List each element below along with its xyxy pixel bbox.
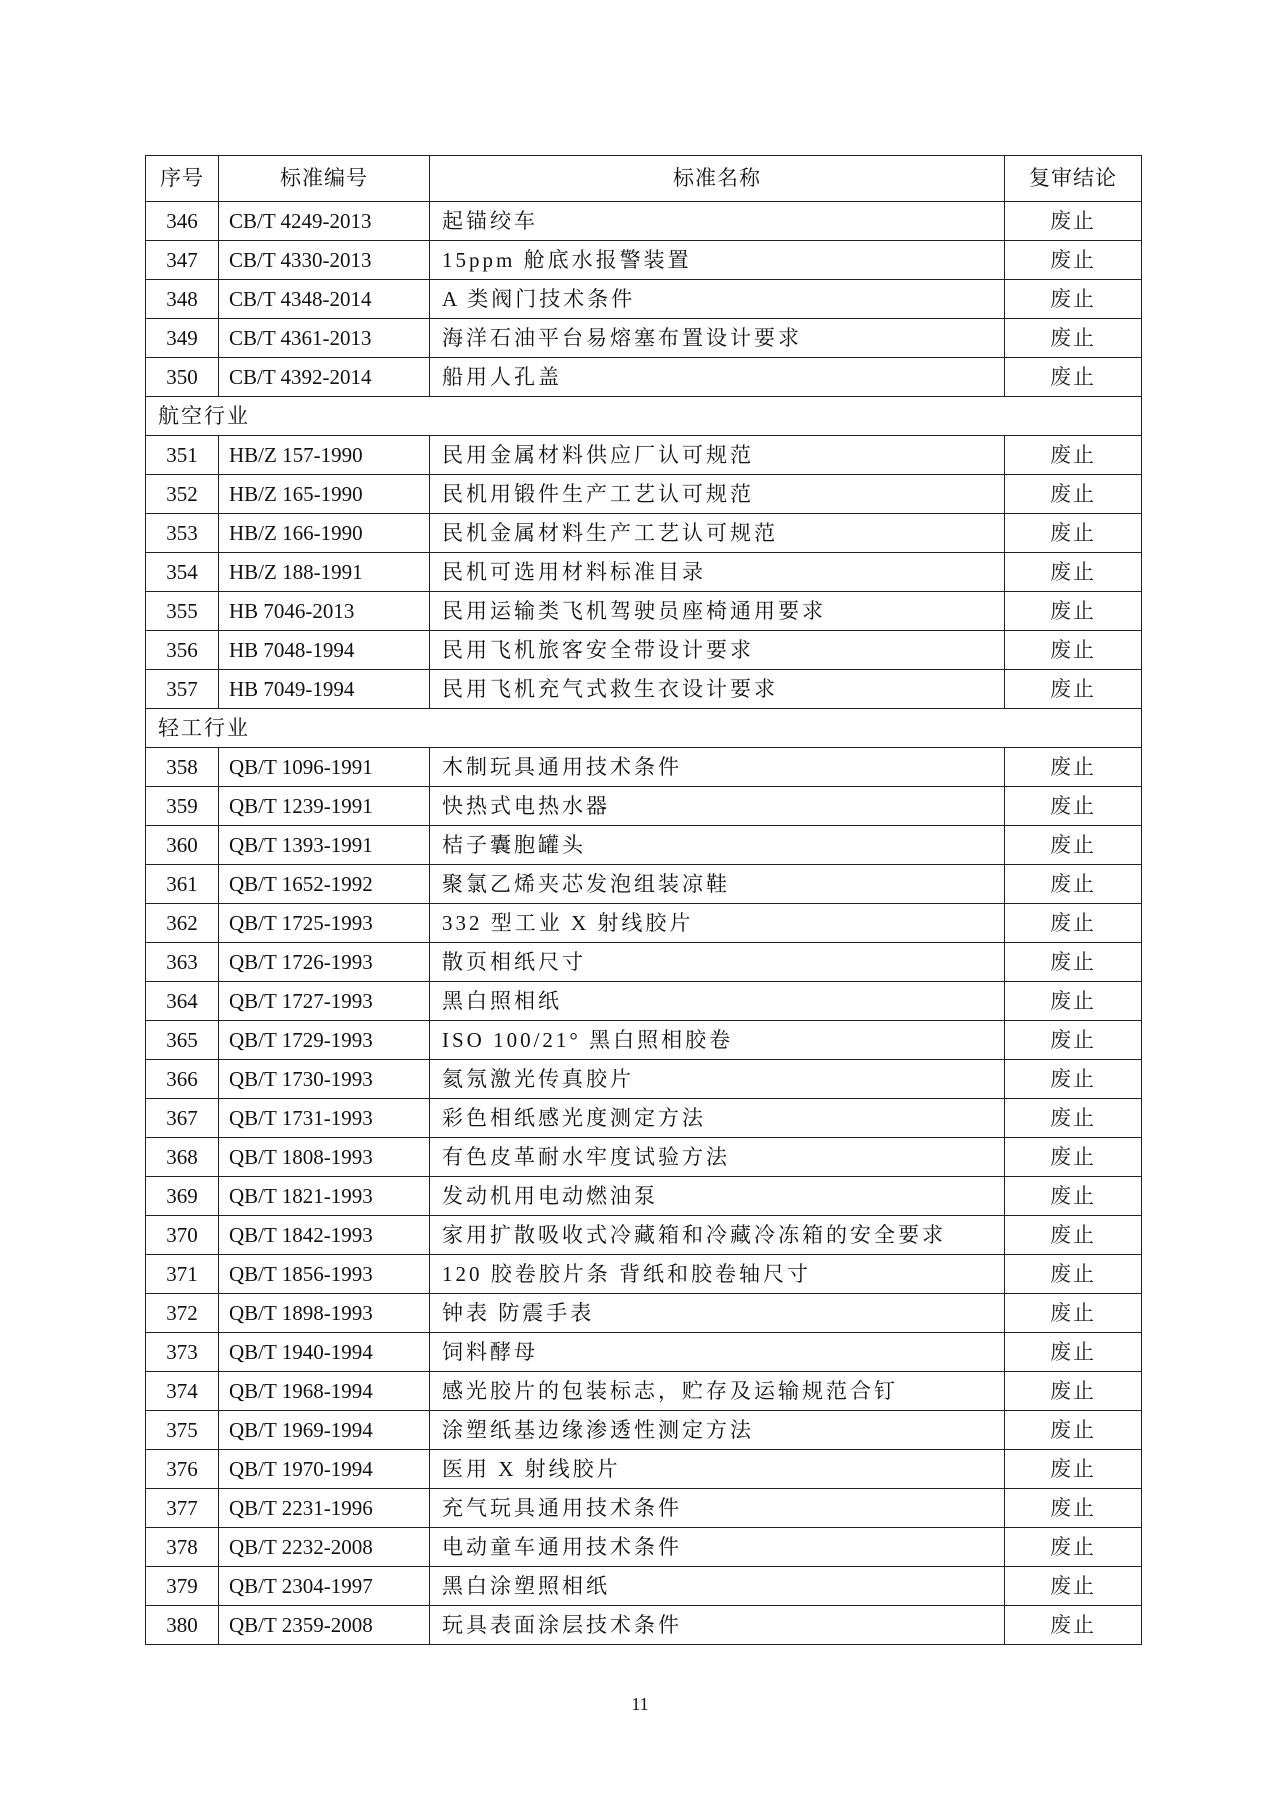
table-row — [146, 1177, 1142, 1216]
standard-code-cell: QB/T 2231-1996 — [219, 1489, 430, 1528]
serial-number-cell: 378 — [146, 1528, 219, 1567]
review-conclusion-cell: 废止 — [1005, 592, 1142, 631]
standard-name-cell: 聚氯乙烯夹芯发泡组装凉鞋 — [430, 865, 1005, 904]
standard-name-cell: 民用飞机旅客安全带设计要求 — [430, 631, 1005, 670]
standard-name-cell: A 类阀门技术条件 — [430, 280, 1005, 319]
review-conclusion-cell: 废止 — [1005, 202, 1142, 241]
review-conclusion-cell: 废止 — [1005, 787, 1142, 826]
standard-code-cell: QB/T 1096-1991 — [219, 748, 430, 787]
review-conclusion-cell: 废止 — [1005, 358, 1142, 397]
standard-code-cell: QB/T 1725-1993 — [219, 904, 430, 943]
header-row — [146, 156, 1142, 202]
table-row — [146, 475, 1142, 514]
standard-name-cell: 家用扩散吸收式冷藏箱和冷藏冷冻箱的安全要求 — [430, 1216, 1005, 1255]
table-row — [146, 1294, 1142, 1333]
review-conclusion-cell: 废止 — [1005, 1216, 1142, 1255]
standard-code-cell: QB/T 1727-1993 — [219, 982, 430, 1021]
serial-number-cell: 358 — [146, 748, 219, 787]
table-row — [146, 202, 1142, 241]
review-conclusion-cell: 废止 — [1005, 1567, 1142, 1606]
standard-code-cell: QB/T 1940-1994 — [219, 1333, 430, 1372]
standard-code-cell: QB/T 1842-1993 — [219, 1216, 430, 1255]
serial-number-cell: 361 — [146, 865, 219, 904]
serial-number-cell: 377 — [146, 1489, 219, 1528]
header-review-conclusion: 复审结论 — [1005, 156, 1142, 202]
table-row — [146, 1099, 1142, 1138]
standard-name-cell: 船用人孔盖 — [430, 358, 1005, 397]
table-row — [146, 514, 1142, 553]
review-conclusion-cell: 废止 — [1005, 865, 1142, 904]
standard-code-cell: HB 7046-2013 — [219, 592, 430, 631]
serial-number-cell: 376 — [146, 1450, 219, 1489]
header-standard-code: 标准编号 — [219, 156, 430, 202]
serial-number-cell: 369 — [146, 1177, 219, 1216]
serial-number-cell: 359 — [146, 787, 219, 826]
serial-number-cell: 375 — [146, 1411, 219, 1450]
standard-name-cell: 民用金属材料供应厂认可规范 — [430, 436, 1005, 475]
table-row — [146, 358, 1142, 397]
serial-number-cell: 356 — [146, 631, 219, 670]
serial-number-cell: 372 — [146, 1294, 219, 1333]
review-conclusion-cell: 废止 — [1005, 943, 1142, 982]
section-heading: 轻工行业 — [146, 709, 1142, 748]
table-row — [146, 553, 1142, 592]
table-row — [146, 1060, 1142, 1099]
table-row — [146, 592, 1142, 631]
review-conclusion-cell: 废止 — [1005, 1294, 1142, 1333]
table-row — [146, 1450, 1142, 1489]
standard-code-cell: QB/T 1731-1993 — [219, 1099, 430, 1138]
serial-number-cell: 367 — [146, 1099, 219, 1138]
standard-name-cell: ISO 100/21° 黑白照相胶卷 — [430, 1021, 1005, 1060]
standard-code-cell: QB/T 1730-1993 — [219, 1060, 430, 1099]
table-row — [146, 982, 1142, 1021]
serial-number-cell: 380 — [146, 1606, 219, 1645]
serial-number-cell: 347 — [146, 241, 219, 280]
standard-name-cell: 饲料酵母 — [430, 1333, 1005, 1372]
table-row — [146, 904, 1142, 943]
standard-name-cell: 民用飞机充气式救生衣设计要求 — [430, 670, 1005, 709]
serial-number-cell: 374 — [146, 1372, 219, 1411]
standard-code-cell: HB/Z 165-1990 — [219, 475, 430, 514]
review-conclusion-cell: 废止 — [1005, 475, 1142, 514]
standard-name-cell: 涂塑纸基边缘渗透性测定方法 — [430, 1411, 1005, 1450]
table-row — [146, 1333, 1142, 1372]
review-conclusion-cell: 废止 — [1005, 241, 1142, 280]
standard-code-cell: HB 7048-1994 — [219, 631, 430, 670]
review-conclusion-cell: 废止 — [1005, 1021, 1142, 1060]
standard-code-cell: QB/T 1856-1993 — [219, 1255, 430, 1294]
serial-number-cell: 355 — [146, 592, 219, 631]
standard-name-cell: 起锚绞车 — [430, 202, 1005, 241]
review-conclusion-cell: 废止 — [1005, 1099, 1142, 1138]
review-conclusion-cell: 废止 — [1005, 280, 1142, 319]
standard-code-cell: QB/T 1970-1994 — [219, 1450, 430, 1489]
table-row — [146, 280, 1142, 319]
review-conclusion-cell: 废止 — [1005, 1411, 1142, 1450]
table-row — [146, 436, 1142, 475]
standard-name-cell: 氦氖激光传真胶片 — [430, 1060, 1005, 1099]
serial-number-cell: 373 — [146, 1333, 219, 1372]
standard-name-cell: 电动童车通用技术条件 — [430, 1528, 1005, 1567]
review-conclusion-cell: 废止 — [1005, 319, 1142, 358]
standard-code-cell: CB/T 4392-2014 — [219, 358, 430, 397]
standard-code-cell: QB/T 2232-2008 — [219, 1528, 430, 1567]
table-row — [146, 1255, 1142, 1294]
serial-number-cell: 348 — [146, 280, 219, 319]
standard-name-cell: 民机可选用材料标准目录 — [430, 553, 1005, 592]
standard-name-cell: 民机金属材料生产工艺认可规范 — [430, 514, 1005, 553]
standard-code-cell: HB/Z 188-1991 — [219, 553, 430, 592]
table-row — [146, 1606, 1142, 1645]
table-header — [146, 156, 1142, 202]
serial-number-cell: 379 — [146, 1567, 219, 1606]
serial-number-cell: 354 — [146, 553, 219, 592]
standard-name-cell: 散页相纸尺寸 — [430, 943, 1005, 982]
section-row — [146, 397, 1142, 436]
table-row — [146, 241, 1142, 280]
standard-name-cell: 充气玩具通用技术条件 — [430, 1489, 1005, 1528]
review-conclusion-cell: 废止 — [1005, 1333, 1142, 1372]
serial-number-cell: 371 — [146, 1255, 219, 1294]
review-conclusion-cell: 废止 — [1005, 904, 1142, 943]
standard-name-cell: 快热式电热水器 — [430, 787, 1005, 826]
review-conclusion-cell: 废止 — [1005, 1528, 1142, 1567]
standard-name-cell: 黑白涂塑照相纸 — [430, 1567, 1005, 1606]
standard-code-cell: CB/T 4249-2013 — [219, 202, 430, 241]
table-row — [146, 631, 1142, 670]
review-conclusion-cell: 废止 — [1005, 1060, 1142, 1099]
standard-name-cell: 发动机用电动燃油泵 — [430, 1177, 1005, 1216]
serial-number-cell: 353 — [146, 514, 219, 553]
table-row — [146, 1138, 1142, 1177]
serial-number-cell: 368 — [146, 1138, 219, 1177]
review-conclusion-cell: 废止 — [1005, 1489, 1142, 1528]
serial-number-cell: 346 — [146, 202, 219, 241]
standard-code-cell: QB/T 1969-1994 — [219, 1411, 430, 1450]
standard-code-cell: CB/T 4348-2014 — [219, 280, 430, 319]
standard-code-cell: HB 7049-1994 — [219, 670, 430, 709]
standard-code-cell: QB/T 1898-1993 — [219, 1294, 430, 1333]
header-serial-number: 序号 — [146, 156, 219, 202]
review-conclusion-cell: 废止 — [1005, 1606, 1142, 1645]
standard-name-cell: 332 型工业 X 射线胶片 — [430, 904, 1005, 943]
table-row — [146, 319, 1142, 358]
standard-code-cell: QB/T 1239-1991 — [219, 787, 430, 826]
table-row — [146, 748, 1142, 787]
standard-code-cell: QB/T 1652-1992 — [219, 865, 430, 904]
review-conclusion-cell: 废止 — [1005, 748, 1142, 787]
serial-number-cell: 360 — [146, 826, 219, 865]
standard-code-cell: QB/T 2304-1997 — [219, 1567, 430, 1606]
standard-code-cell: CB/T 4330-2013 — [219, 241, 430, 280]
serial-number-cell: 352 — [146, 475, 219, 514]
review-conclusion-cell: 废止 — [1005, 436, 1142, 475]
standard-code-cell: QB/T 1808-1993 — [219, 1138, 430, 1177]
table-row — [146, 1489, 1142, 1528]
standard-code-cell: HB/Z 157-1990 — [219, 436, 430, 475]
review-conclusion-cell: 废止 — [1005, 982, 1142, 1021]
standard-name-cell: 玩具表面涂层技术条件 — [430, 1606, 1005, 1645]
review-conclusion-cell: 废止 — [1005, 553, 1142, 592]
review-conclusion-cell: 废止 — [1005, 514, 1142, 553]
table-row — [146, 1528, 1142, 1567]
review-conclusion-cell: 废止 — [1005, 1372, 1142, 1411]
review-conclusion-cell: 废止 — [1005, 1450, 1142, 1489]
standard-name-cell: 海洋石油平台易熔塞布置设计要求 — [430, 319, 1005, 358]
serial-number-cell: 364 — [146, 982, 219, 1021]
serial-number-cell: 349 — [146, 319, 219, 358]
standard-name-cell: 民机用锻件生产工艺认可规范 — [430, 475, 1005, 514]
serial-number-cell: 350 — [146, 358, 219, 397]
review-conclusion-cell: 废止 — [1005, 631, 1142, 670]
standard-name-cell: 有色皮革耐水牢度试验方法 — [430, 1138, 1005, 1177]
section-heading: 航空行业 — [146, 397, 1142, 436]
table-row — [146, 787, 1142, 826]
standard-code-cell: QB/T 1821-1993 — [219, 1177, 430, 1216]
review-conclusion-cell: 废止 — [1005, 1177, 1142, 1216]
standard-code-cell: QB/T 1968-1994 — [219, 1372, 430, 1411]
standard-name-cell: 感光胶片的包装标志，贮存及运输规范合钉 — [430, 1372, 1005, 1411]
table-row — [146, 1567, 1142, 1606]
standard-name-cell: 彩色相纸感光度测定方法 — [430, 1099, 1005, 1138]
table-row — [146, 865, 1142, 904]
standard-name-cell: 黑白照相纸 — [430, 982, 1005, 1021]
section-row — [146, 709, 1142, 748]
table-row — [146, 1372, 1142, 1411]
review-conclusion-cell: 废止 — [1005, 1255, 1142, 1294]
serial-number-cell: 365 — [146, 1021, 219, 1060]
standard-name-cell: 120 胶卷胶片条 背纸和胶卷轴尺寸 — [430, 1255, 1005, 1294]
review-conclusion-cell: 废止 — [1005, 670, 1142, 709]
standards-review-table — [145, 155, 1142, 1645]
table-row — [146, 1216, 1142, 1255]
serial-number-cell: 370 — [146, 1216, 219, 1255]
serial-number-cell: 351 — [146, 436, 219, 475]
review-conclusion-cell: 废止 — [1005, 826, 1142, 865]
standard-code-cell: QB/T 1393-1991 — [219, 826, 430, 865]
standard-name-cell: 木制玩具通用技术条件 — [430, 748, 1005, 787]
standard-name-cell: 民用运输类飞机驾驶员座椅通用要求 — [430, 592, 1005, 631]
table-row — [146, 670, 1142, 709]
standard-code-cell: QB/T 1726-1993 — [219, 943, 430, 982]
table-row — [146, 1411, 1142, 1450]
review-conclusion-cell: 废止 — [1005, 1138, 1142, 1177]
serial-number-cell: 366 — [146, 1060, 219, 1099]
table-body — [146, 202, 1142, 1645]
serial-number-cell: 362 — [146, 904, 219, 943]
standard-code-cell: QB/T 2359-2008 — [219, 1606, 430, 1645]
standard-name-cell: 医用 X 射线胶片 — [430, 1450, 1005, 1489]
standard-name-cell: 钟表 防震手表 — [430, 1294, 1005, 1333]
standard-name-cell: 15ppm 舱底水报警装置 — [430, 241, 1005, 280]
table-row — [146, 1021, 1142, 1060]
standard-code-cell: QB/T 1729-1993 — [219, 1021, 430, 1060]
table-row — [146, 943, 1142, 982]
page-number: 11 — [631, 1694, 649, 1714]
standard-name-cell: 桔子囊胞罐头 — [430, 826, 1005, 865]
serial-number-cell: 363 — [146, 943, 219, 982]
serial-number-cell: 357 — [146, 670, 219, 709]
table-row — [146, 826, 1142, 865]
header-standard-name: 标准名称 — [430, 156, 1005, 202]
standard-code-cell: HB/Z 166-1990 — [219, 514, 430, 553]
standard-code-cell: CB/T 4361-2013 — [219, 319, 430, 358]
